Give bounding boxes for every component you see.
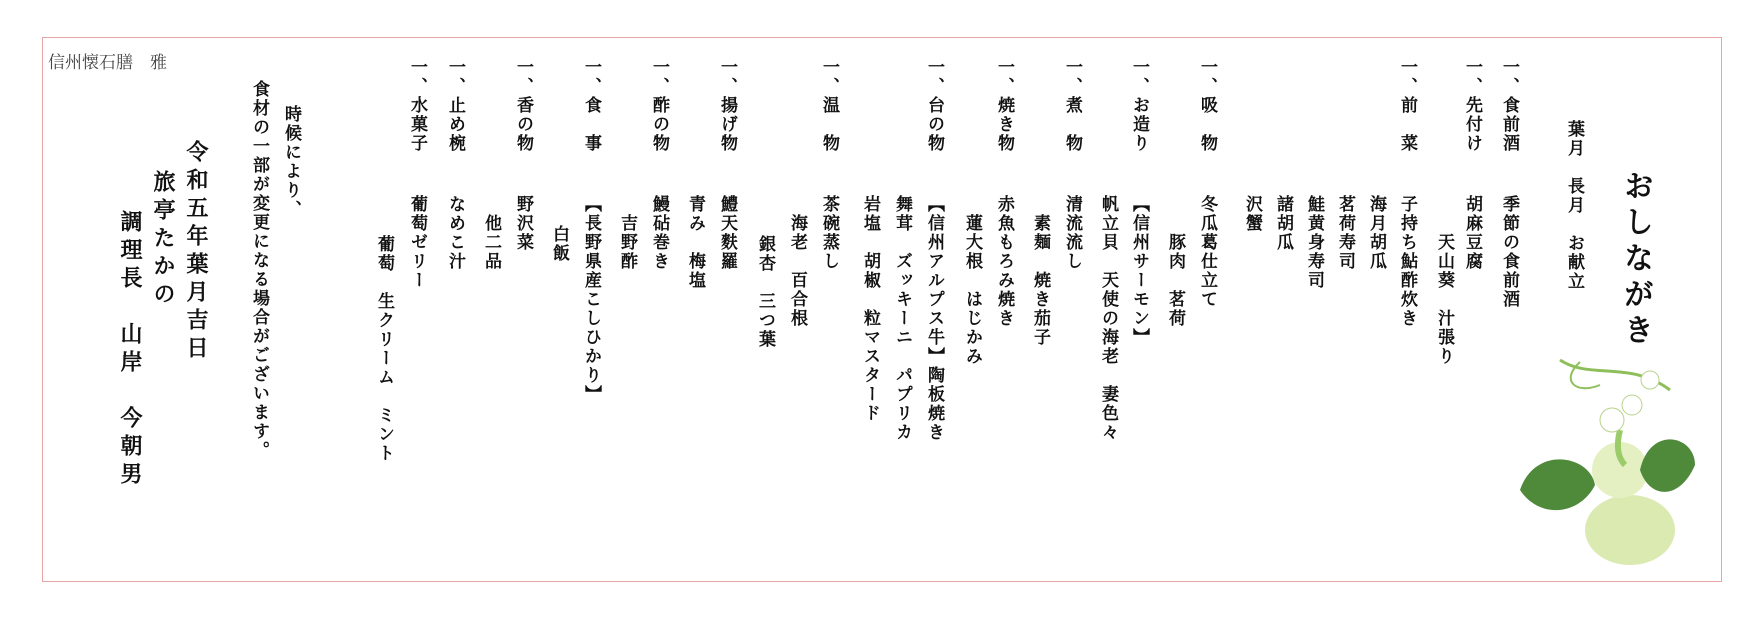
course-head: 一、揚げ物 [717, 58, 737, 153]
course-head: 一、止め椀 [445, 58, 465, 153]
course-line: 諸胡瓜 [1273, 195, 1293, 252]
course-line: 青み 梅塩 [685, 195, 705, 290]
course-line: 鱧天麩羅 [717, 195, 737, 271]
course-head: 一、台の物 [924, 58, 944, 153]
menu-title: おしながき [1618, 170, 1653, 350]
course-head: 一、温 物 [819, 58, 839, 153]
course-line: 野沢菜 [513, 195, 533, 252]
course-line: 冬瓜葛仕立て [1197, 195, 1217, 309]
course-line: 白飯 [549, 225, 569, 263]
course-line: 【信州アルプス牛】陶板焼き [924, 195, 944, 442]
note-line: 食材の一部が変更になる場合がございます。 [249, 80, 269, 460]
course-line: 鰻砧巻き [649, 195, 669, 271]
course-line: 【長野県産こしひかり】 [581, 195, 601, 404]
course-line: 茶碗蒸し [819, 195, 839, 271]
course-head: 一、焼き物 [994, 58, 1014, 153]
course-line: 銀杏 三つ葉 [755, 235, 775, 349]
course-line: なめこ汁 [445, 195, 465, 271]
closing-date: 令和五年葉月吉日 [183, 140, 209, 364]
closing-inn: 旅亭たかの [150, 170, 176, 310]
course-line: 沢蟹 [1242, 195, 1262, 233]
course-line: 海老 百合根 [787, 195, 807, 328]
note-line: 時候により、 [281, 105, 301, 219]
course-line: 豚肉 茗荷 [1165, 195, 1185, 328]
course-line: 季節の食前酒 [1499, 195, 1519, 309]
gourd-vine-icon [1520, 350, 1700, 575]
course-line: 茗荷寿司 [1335, 195, 1355, 271]
course-line: 素麺 焼き茄子 [1030, 195, 1050, 347]
course-line: 帆立貝 天使の海老 妻色々 [1098, 195, 1118, 442]
course-head: 一、食前酒 [1499, 58, 1519, 153]
course-head: 一、食 事 [581, 58, 601, 153]
course-line: 葡萄ゼリー [407, 195, 427, 290]
menu-subtitle: 葉月 長月 お献立 [1564, 120, 1584, 291]
closing-chef: 調理長 山岸 今朝男 [117, 210, 143, 490]
course-line: 子持ち鮎酢炊き [1397, 195, 1417, 328]
course-line: 海月胡瓜 [1366, 195, 1386, 271]
course-line: 他二品 [481, 195, 501, 271]
course-head: 一、前 菜 [1397, 58, 1417, 153]
course-line: 舞茸 ズッキーニ パプリカ [892, 195, 912, 442]
course-line: 鮭黄身寿司 [1304, 195, 1324, 290]
course-line: 岩塩 胡椒 粒マスタード [860, 195, 880, 423]
course-line: 吉野酢 [617, 195, 637, 271]
course-head: 一、香の物 [513, 58, 533, 153]
course-head: 一、先付け [1462, 58, 1482, 153]
course-line: 胡麻豆腐 [1462, 195, 1482, 271]
course-head: 一、水菓子 [407, 58, 427, 153]
course-line: 蓮大根 はじかみ [962, 195, 982, 366]
course-line: 天山葵 汁張り [1434, 195, 1454, 366]
course-head: 一、吸 物 [1197, 58, 1217, 153]
course-line: 赤魚もろみ焼き [994, 195, 1014, 328]
course-line: 【信州サーモン】 [1129, 195, 1149, 347]
course-line: 清流流し [1062, 195, 1082, 271]
course-line: 葡萄 生クリーム ミント [374, 235, 394, 463]
restaurant-name: 信州懐石膳 雅 [48, 53, 167, 73]
course-head: 一、酢の物 [649, 58, 669, 153]
course-head: 一、お造り [1129, 58, 1149, 153]
course-head: 一、煮 物 [1062, 58, 1082, 153]
